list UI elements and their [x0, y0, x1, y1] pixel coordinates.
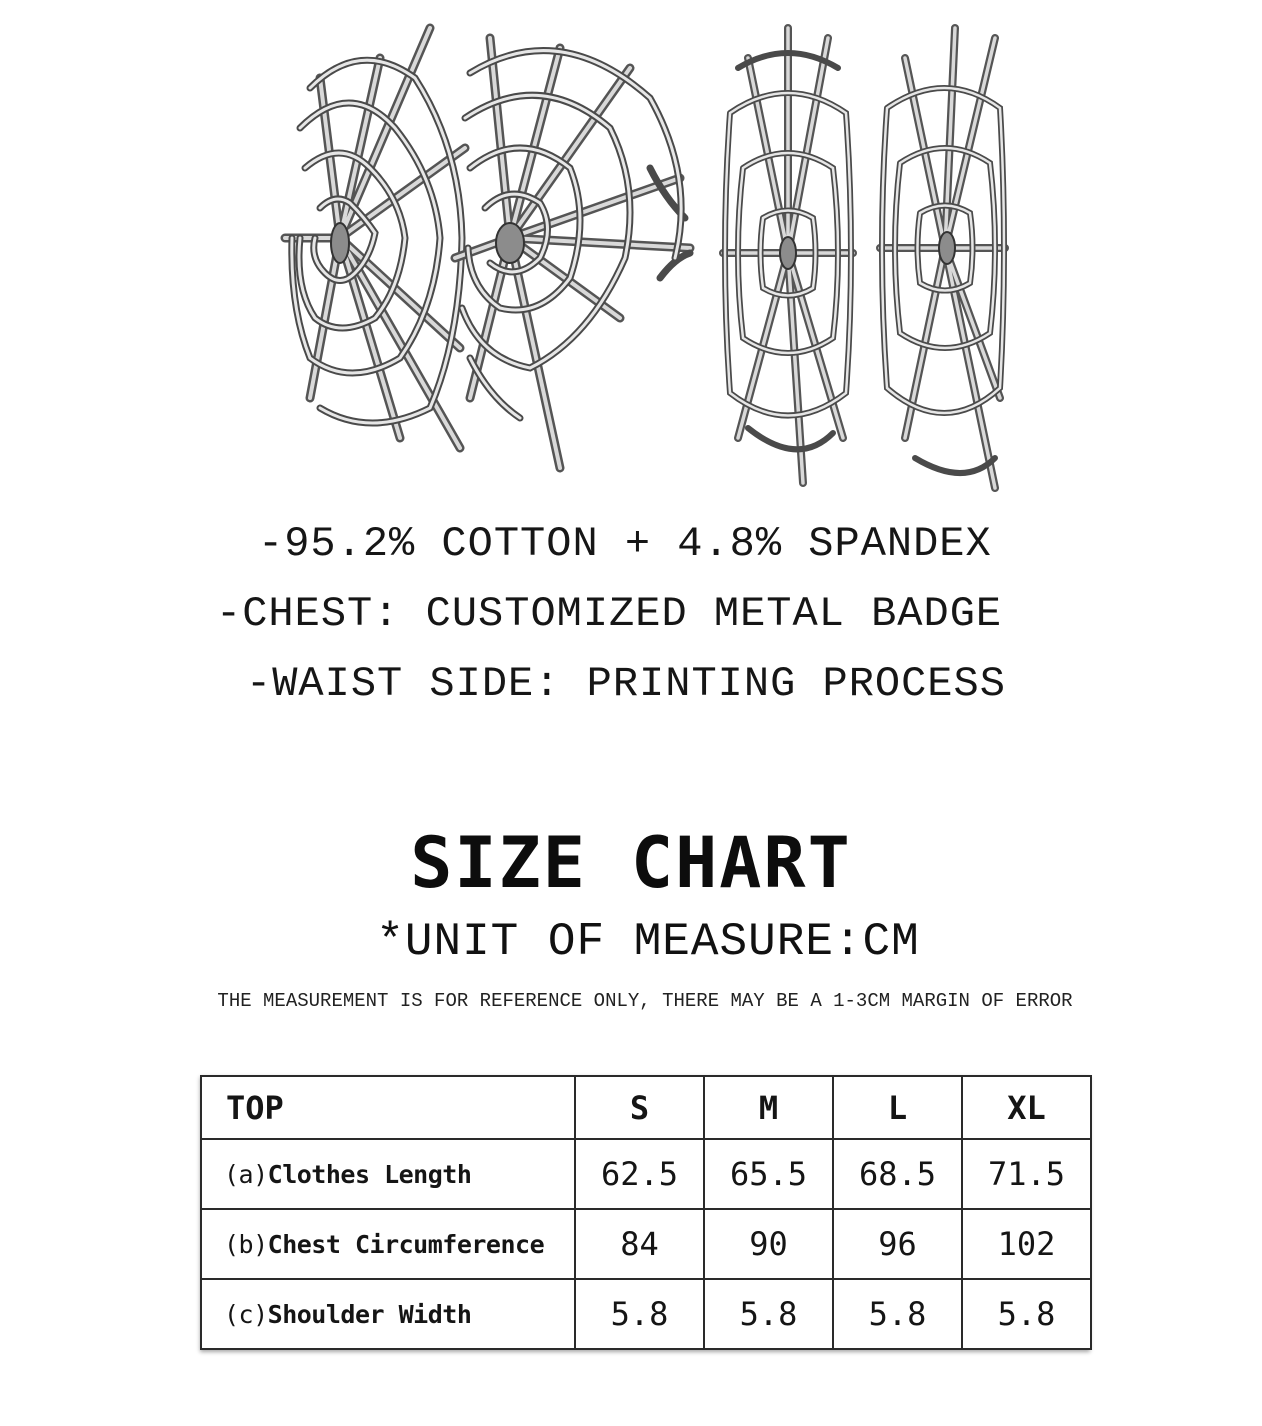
measurement-disclaimer: THE MEASUREMENT IS FOR REFERENCE ONLY, THERE MAY BE A 1-3CM MARGIN OF ERROR [217, 990, 1073, 1012]
table-header-row [201, 1076, 1091, 1139]
unit-of-measure-note: *UNIT OF MEASURE:CM [376, 916, 920, 968]
feature-fabric: -95.2% COTTON + 4.8% SPANDEX [258, 520, 992, 568]
table-row [201, 1139, 1091, 1209]
row-prefix: (b) [224, 1229, 268, 1259]
header-size-m: M [704, 1076, 833, 1139]
spider-web-icon [450, 18, 700, 478]
spider-web-icon [280, 18, 470, 458]
row-label-clothes-length [201, 1139, 575, 1209]
header-size-l: L [833, 1076, 962, 1139]
size-table [200, 1075, 1090, 1350]
table-cell: 90 [704, 1209, 833, 1279]
header-top: TOP [201, 1076, 575, 1139]
header-size-xl: XL [962, 1076, 1091, 1139]
spider-web-icon [875, 18, 1010, 498]
table-row [201, 1209, 1091, 1279]
table-row [201, 1279, 1091, 1349]
row-prefix: (c) [224, 1299, 268, 1329]
table-cell: 84 [575, 1209, 704, 1279]
header-size-s: S [575, 1076, 704, 1139]
table-cell: 96 [833, 1209, 962, 1279]
row-prefix: (a) [224, 1159, 268, 1189]
table-cell: 5.8 [704, 1279, 833, 1349]
row-label-chest-circumference [201, 1209, 575, 1279]
spider-web-illustration [270, 18, 1030, 498]
row-label-shoulder-width [201, 1279, 575, 1349]
table-cell: 71.5 [962, 1139, 1091, 1209]
spider-web-icon [718, 18, 858, 488]
size-chart-title: SIZE CHART [410, 822, 852, 904]
table-cell: 5.8 [575, 1279, 704, 1349]
table-cell: 62.5 [575, 1139, 704, 1209]
table-cell: 65.5 [704, 1139, 833, 1209]
table-cell: 5.8 [833, 1279, 962, 1349]
table-cell: 68.5 [833, 1139, 962, 1209]
feature-chest-badge: -CHEST: CUSTOMIZED METAL BADGE [216, 590, 1003, 638]
table-cell: 5.8 [962, 1279, 1091, 1349]
row-label: Shoulder Width [267, 1299, 472, 1329]
row-label: Chest Circumference [267, 1229, 545, 1259]
feature-waist-print: -WAIST SIDE: PRINTING PROCESS [246, 660, 1006, 708]
row-label: Clothes Length [267, 1159, 472, 1189]
table-cell: 102 [962, 1209, 1091, 1279]
